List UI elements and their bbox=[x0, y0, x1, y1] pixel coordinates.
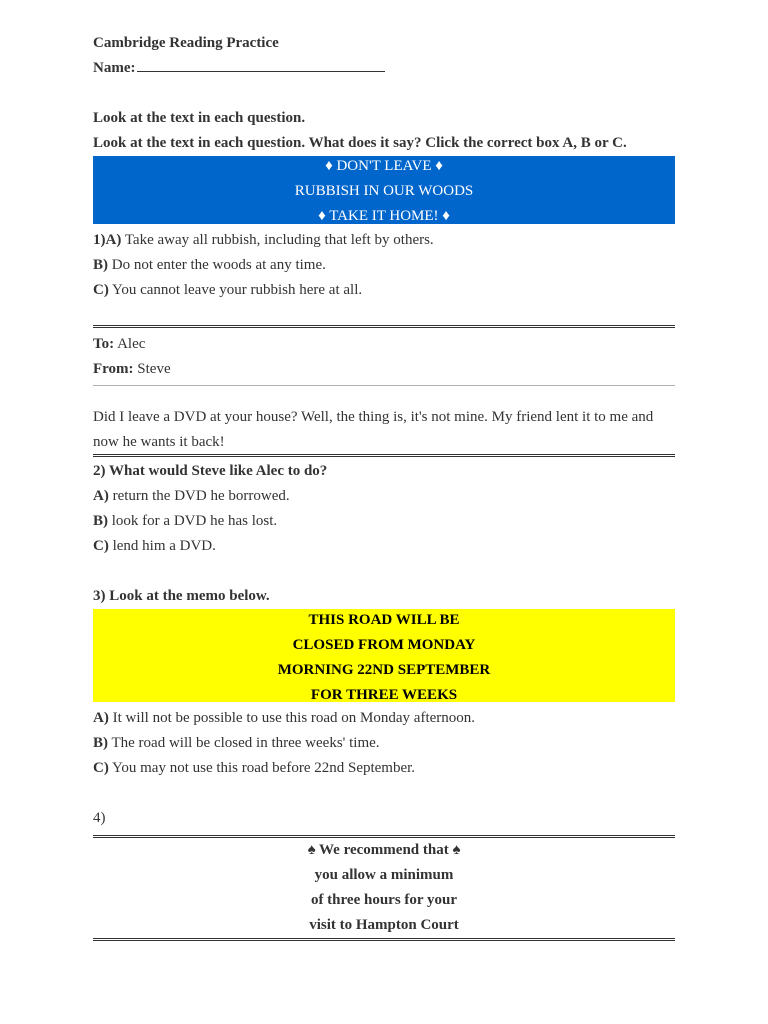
q4-number: 4) bbox=[93, 810, 106, 826]
option-letter: B) bbox=[93, 257, 108, 273]
name-field[interactable] bbox=[93, 56, 675, 81]
instruction-line-1: Look at the text in each question. bbox=[93, 110, 306, 126]
q3-option-b[interactable] bbox=[93, 731, 675, 756]
option-text: It will not be possible to use this road on Monday afternoon. bbox=[112, 710, 476, 726]
q4-notice-line: of three hours for your bbox=[310, 892, 458, 908]
q3-memo-line: CLOSED FROM MONDAY bbox=[292, 637, 476, 653]
q1-notice-line: RUBBISH IN OUR WOODS bbox=[294, 183, 474, 199]
q1-option-b[interactable] bbox=[93, 253, 675, 278]
option-text: lend him a DVD. bbox=[112, 538, 216, 554]
q1-notice-line: ♦ TAKE IT HOME! ♦ bbox=[318, 208, 450, 224]
q3-option-a[interactable] bbox=[93, 706, 675, 731]
q3-memo-line: FOR THREE WEEKS bbox=[310, 687, 458, 703]
q2-question: 2) What would Steve like Alec to do? bbox=[93, 463, 328, 479]
option-text: Do not enter the woods at any time. bbox=[111, 257, 326, 273]
option-text: You cannot leave your rubbish here at all. bbox=[112, 282, 363, 298]
q1-option-a[interactable] bbox=[93, 228, 675, 253]
q3-question: 3) Look at the memo below. bbox=[93, 588, 270, 604]
q3-memo-line: THIS ROAD WILL BE bbox=[308, 612, 460, 628]
q4-notice bbox=[93, 838, 675, 938]
option-letter: C) bbox=[93, 282, 109, 298]
name-label: Name: bbox=[93, 60, 136, 76]
q4-notice-line: you allow a minimum bbox=[314, 867, 454, 883]
to-label: To: bbox=[93, 336, 115, 352]
q2-option-a[interactable] bbox=[93, 484, 675, 509]
instruction-line-2: Look at the text in each question. What does it say? Click the correct box A, B or C. bbox=[93, 135, 627, 151]
option-letter: B) bbox=[93, 735, 108, 751]
option-text: You may not use this road before 22nd September. bbox=[112, 760, 416, 776]
option-text: return the DVD he borrowed. bbox=[112, 488, 290, 504]
q1-option-c[interactable] bbox=[93, 278, 675, 303]
name-blank-line[interactable] bbox=[137, 57, 385, 72]
q4-notice-line: ♠ We recommend that ♠ bbox=[307, 842, 461, 858]
q3-memo-sign bbox=[93, 609, 675, 702]
q4-notice-bottom-rule bbox=[93, 938, 675, 941]
option-text: look for a DVD he has lost. bbox=[111, 513, 278, 529]
option-text: The road will be closed in three weeks' time. bbox=[111, 735, 380, 751]
option-text: Take away all rubbish, including that left by others. bbox=[124, 232, 434, 248]
q4-notice-line: visit to Hampton Court bbox=[309, 917, 459, 933]
q2-message: Did I leave a DVD at your house? Well, the thing is, it's not mine. My friend lent it to me and now he wants it back! bbox=[93, 409, 654, 450]
q3-memo-line: MORNING 22ND SEPTEMBER bbox=[277, 662, 491, 678]
option-letter: A) bbox=[105, 232, 122, 248]
from-label: From: bbox=[93, 361, 134, 377]
worksheet bbox=[93, 31, 675, 941]
from-value: Steve bbox=[137, 361, 171, 377]
option-letter: B) bbox=[93, 513, 108, 529]
q1-number: 1) bbox=[93, 232, 106, 248]
option-letter: C) bbox=[93, 538, 109, 554]
q1-notice-sign bbox=[93, 156, 675, 224]
option-letter: A) bbox=[93, 488, 109, 504]
option-letter: C) bbox=[93, 760, 109, 776]
to-value: Alec bbox=[117, 336, 146, 352]
q2-option-b[interactable] bbox=[93, 509, 675, 534]
q1-notice-line: ♦ DON'T LEAVE ♦ bbox=[325, 158, 443, 174]
q2-from-line bbox=[93, 357, 675, 382]
q3-option-c[interactable] bbox=[93, 756, 675, 781]
option-letter: A) bbox=[93, 710, 109, 726]
q2-option-c[interactable] bbox=[93, 534, 675, 559]
q2-to-line bbox=[93, 332, 675, 357]
document-title: Cambridge Reading Practice bbox=[93, 35, 279, 51]
